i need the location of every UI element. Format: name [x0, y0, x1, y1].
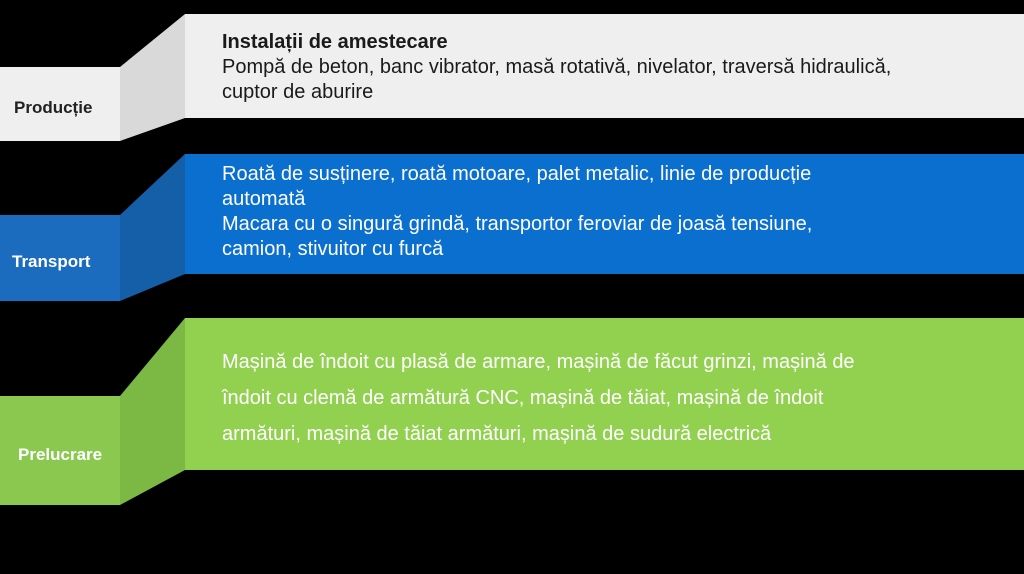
tab-label-transport: Transport [12, 252, 91, 271]
connector-prelucrare [120, 318, 185, 505]
panel-line: Mașină de îndoit cu plasă de armare, mașină de făcut grinzi, mașină de [222, 351, 855, 373]
panel-line: automată [222, 188, 306, 210]
panel-productie [185, 14, 1024, 118]
panel-line: Roată de susținere, roată motoare, palet metalic, linie de producție [222, 163, 812, 185]
panel-line: camion, stivuitor cu furcă [222, 238, 444, 260]
panel-line: cuptor de aburire [222, 81, 374, 103]
tab-productie [0, 67, 120, 141]
panel-transport [185, 154, 1024, 274]
panel-line: armături, mașină de tăiat armături, mașină de sudură electrică [222, 423, 772, 445]
connector-transport [120, 154, 185, 301]
tab-label-productie: Producție [14, 98, 93, 117]
tab-transport [0, 215, 120, 301]
panel-line: îndoit cu clemă de armătură CNC, mașină de tăiat, mașină de îndoit [222, 387, 824, 409]
panel-line: Macara cu o singură grindă, transportor feroviar de joasă tensiune, [222, 213, 813, 235]
tab-label-prelucrare: Prelucrare [18, 444, 103, 464]
panel-line: Pompă de beton, banc vibrator, masă rotativă, nivelator, traversă hidraulică, [222, 56, 892, 78]
panel-prelucrare [185, 318, 1024, 470]
connector-productie [120, 14, 185, 141]
panel-heading: Instalații de amestecare [222, 31, 448, 53]
tab-prelucrare [0, 396, 120, 505]
